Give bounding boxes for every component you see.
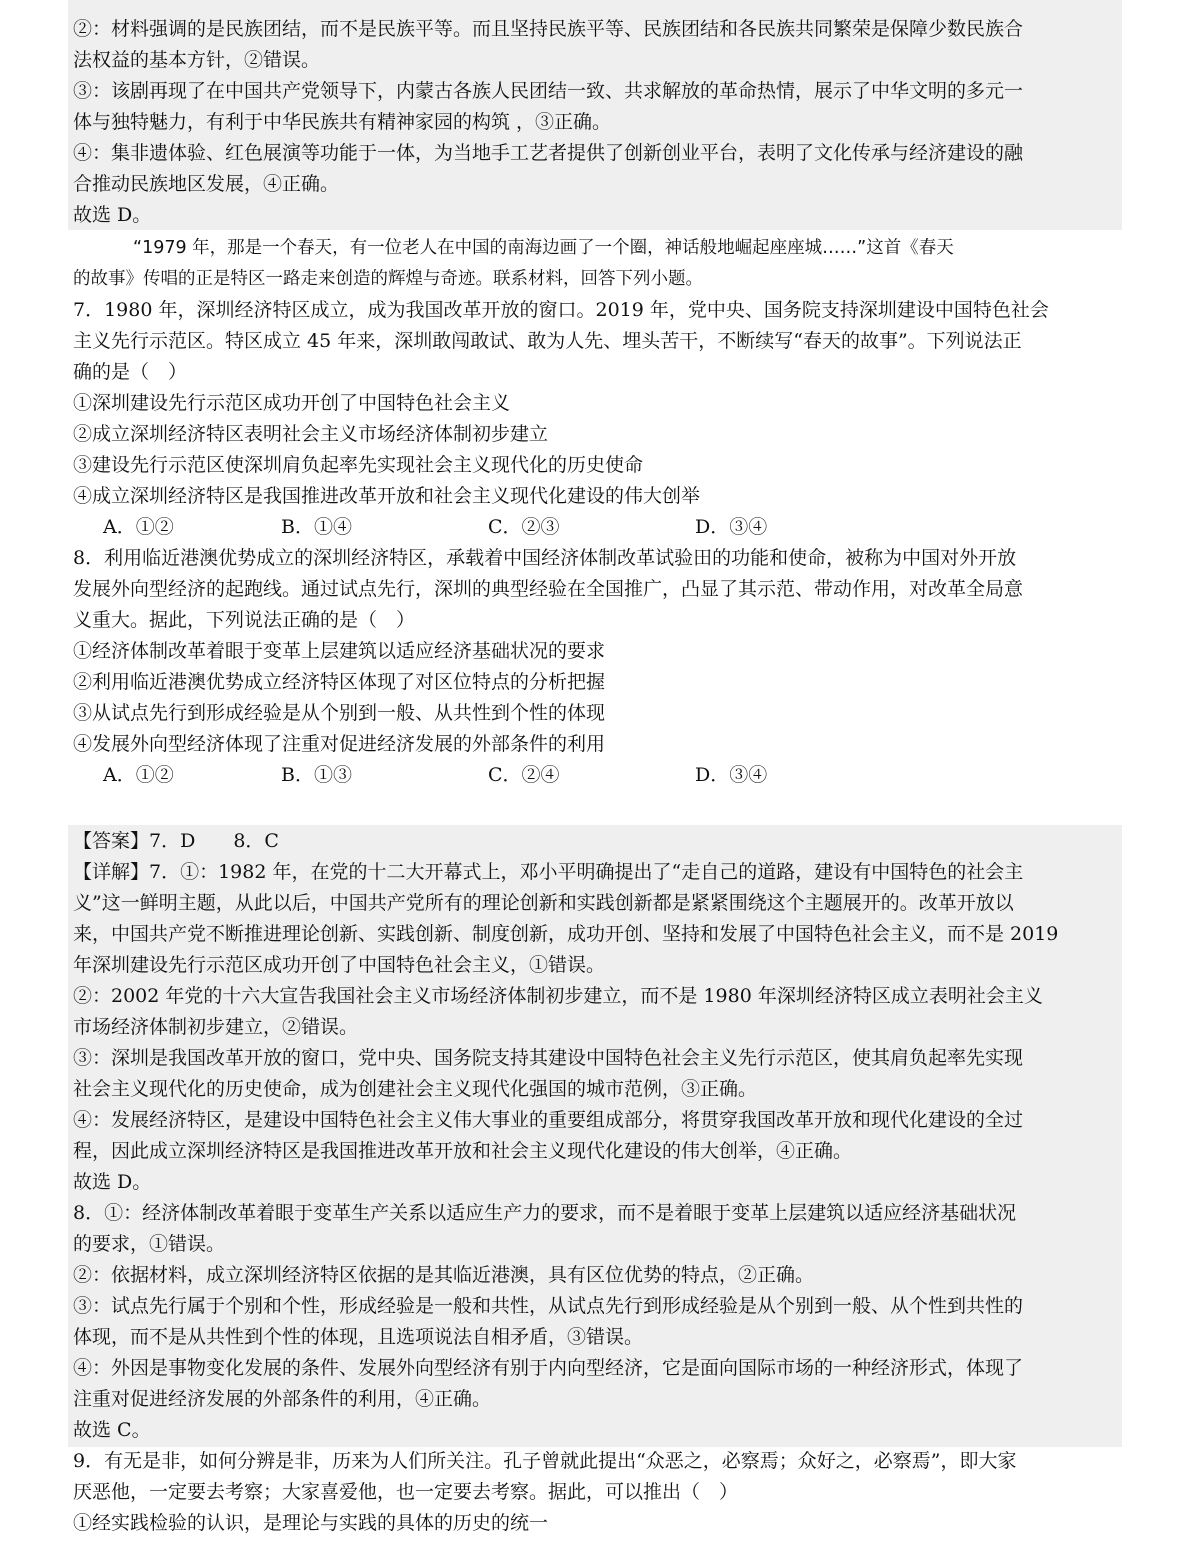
answer-line: 的要求，①错误。	[73, 1233, 226, 1255]
question-8-option-c: C．②④	[488, 764, 560, 786]
question-8-option-a: A．①②	[103, 764, 174, 786]
answer-line: 程，因此成立深圳经济特区是我国推进改革开放和社会主义现代化建设的伟大创举，④正确。	[73, 1140, 853, 1162]
question-8-statement: ④发展外向型经济体现了注重对促进经济发展的外部条件的利用	[73, 733, 606, 755]
explanation-line: 故选 D。	[73, 204, 152, 226]
explanation-line: 法权益的基本方针，②错误。	[73, 49, 321, 71]
question-8-statement: ②利用临近港澳优势成立经济特区体现了对区位特点的分析把握	[73, 671, 606, 693]
question-7-option-d: D．③④	[695, 516, 768, 538]
explanation-line: 体与独特魅力，有利于中华民族共有精神家园的构筑 ，③正确。	[73, 111, 612, 133]
question-8-statement: ①经济体制改革着眼于变革上层建筑以适应经济基础状况的要求	[73, 640, 606, 662]
question-7-stem: 7．1980 年，深圳经济特区成立，成为我国改革开放的窗口。2019 年，党中央、国务院支持深圳建设中国特色社会	[73, 299, 1049, 321]
answer-line: 注重对促进经济发展的外部条件的利用，④正确。	[73, 1388, 492, 1410]
answer-line: 年深圳建设先行示范区成功开创了中国特色社会主义，①错误。	[73, 954, 606, 976]
answer-line: 来，中国共产党不断推进理论创新、实践创新、制度创新，成功开创、坚持和发展了中国特色社会主义，而不是 2019	[73, 923, 1059, 945]
answer-line: 【答案】7．D 8．C	[73, 830, 279, 852]
answer-line: ②：依据材料，成立深圳经济特区依据的是其临近港澳，具有区位优势的特点，②正确。	[73, 1264, 815, 1286]
answer-line: 市场经济体制初步建立，②错误。	[73, 1016, 359, 1038]
question-7-statement: ③建设先行示范区使深圳肩负起率先实现社会主义现代化的历史使命	[73, 454, 644, 476]
question-7-option-b: B．①④	[281, 516, 352, 538]
question-8-stem: 8．利用临近港澳优势成立的深圳经济特区，承载着中国经济体制改革试验田的功能和使命，被称为中国对外开放	[73, 547, 1017, 569]
question-7-statement: ①深圳建设先行示范区成功开创了中国特色社会主义	[73, 392, 511, 414]
answer-line: 义”这一鲜明主题，从此以后，中国共产党所有的理论创新和实践创新都是紧紧围绕这个主题展开的。改革开放以	[73, 892, 1014, 914]
question-9-statement: ①经实践检验的认识，是理论与实践的具体的历史的统一	[73, 1512, 549, 1534]
answer-line: ④：外因是事物变化发展的条件、发展外向型经济有别于内向型经济，它是面向国际市场的一种经济形式，体现了	[73, 1357, 1024, 1379]
answer-line: ④：发展经济特区，是建设中国特色社会主义伟大事业的重要组成部分，将贯穿我国改革开放和现代化建设的全过	[73, 1109, 1024, 1131]
question-8-statement: ③从试点先行到形成经验是从个别到一般、从共性到个性的体现	[73, 702, 606, 724]
answer-line: 体现，而不是从共性到个性的体现，且选项说法自相矛盾，③错误。	[73, 1326, 644, 1348]
question-7-option-a: A．①②	[103, 516, 174, 538]
explanation-line: ④：集非遗体验、红色展演等功能于一体，为当地手工艺者提供了创新创业平台，表明了文化传承与经济建设的融	[73, 142, 1024, 164]
answer-line: 【详解】7．①：1982 年，在党的十二大开幕式上，邓小平明确提出了“走自己的道路，建设有中国特色的社会主	[73, 861, 1024, 883]
answer-line: 社会主义现代化的历史使命，成为创建社会主义现代化强国的城市范例，③正确。	[73, 1078, 758, 1100]
question-7-statement: ②成立深圳经济特区表明社会主义市场经济体制初步建立	[73, 423, 549, 445]
question-8-stem: 义重大。据此，下列说法正确的是（ ）	[73, 609, 416, 631]
answer-line: ②：2002 年党的十六大宣告我国社会主义市场经济体制初步建立，而不是 1980 年深圳经济特区成立表明社会主义	[73, 985, 1043, 1007]
question-7-stem: 主义先行示范区。特区成立 45 年来，深圳敢闯敢试、敢为人先、埋头苦干，不断续写“春天的故事”。下列说法正	[73, 330, 1022, 352]
explanation-line: 合推动民族地区发展，④正确。	[73, 173, 340, 195]
explanation-line: ②：材料强调的是民族团结，而不是民族平等。而且坚持民族平等、民族团结和各民族共同繁荣是保障少数民族合	[73, 18, 1024, 40]
question-8-option-d: D．③④	[695, 764, 768, 786]
material-intro-line: 的故事》传唱的正是特区一路走来创造的辉煌与奇迹。联系材料，回答下列小题。	[73, 269, 703, 289]
explanation-line: ③：该剧再现了在中国共产党领导下，内蒙古各族人民团结一致、共求解放的革命热情，展示了中华文明的多元一	[73, 80, 1024, 102]
answer-line: 故选 D。	[73, 1171, 152, 1193]
answer-line: ③：深圳是我国改革开放的窗口，党中央、国务院支持其建设中国特色社会主义先行示范区，使其肩负起率先实现	[73, 1047, 1024, 1069]
answer-line: 8．①：经济体制改革着眼于变革生产关系以适应生产力的要求，而不是着眼于变革上层建筑以适应经济基础状况	[73, 1202, 1017, 1224]
question-7-stem: 确的是（ ）	[73, 361, 188, 383]
answer-line: ③：试点先行属于个别和个性，形成经验是一般和共性，从试点先行到形成经验是从个别到一般、从个性到共性的	[73, 1295, 1024, 1317]
question-8-stem: 发展外向型经济的起跑线。通过试点先行，深圳的典型经验在全国推广，凸显了其示范、带动作用，对改革全局意	[73, 578, 1024, 600]
question-9-stem: 厌恶他，一定要去考察；大家喜爱他，也一定要去考察。据此，可以推出（ ）	[73, 1481, 739, 1503]
question-9-stem: 9．有无是非，如何分辨是非，历来为人们所关注。孔子曾就此提出“众恶之，必察焉；众好之，必察焉”，即大家	[73, 1450, 1017, 1472]
question-7-statement: ④成立深圳经济特区是我国推进改革开放和社会主义现代化建设的伟大创举	[73, 485, 701, 507]
question-7-option-c: C．②③	[488, 516, 560, 538]
question-8-option-b: B．①③	[281, 764, 352, 786]
material-intro-line: “1979 年，那是一个春天，有一位老人在中国的南海边画了一个圈，神话般地崛起座座城……”这首《春天	[133, 238, 954, 258]
answer-line: 故选 C。	[73, 1419, 151, 1441]
